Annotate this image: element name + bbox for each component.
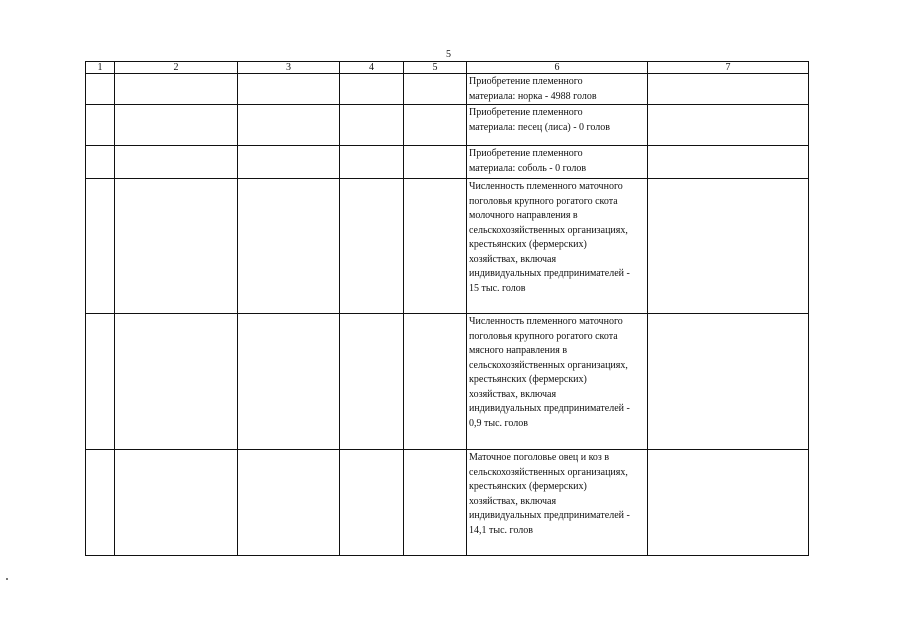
column-header: 4 [340, 62, 404, 74]
indicator-text: Приобретение племенного материала: соболь - 0 голов [469, 148, 587, 174]
table-cell [340, 105, 404, 146]
table-cell [238, 146, 340, 179]
table-cell [86, 74, 115, 105]
table-cell [238, 450, 340, 556]
table-cell [404, 314, 467, 450]
table-row [86, 450, 809, 556]
table-cell [467, 74, 648, 105]
table-row [86, 179, 809, 314]
table-cell [404, 105, 467, 146]
indicator-text: Численность племенного маточного поголовья крупного рогатого скота мясного направления в сельскохозяйственных организациях, крестьянских (фермерских) хозяйствах, включая индивидуальных предпринимателей - 0,9 тыс. голов [469, 316, 630, 429]
table-cell [467, 314, 648, 450]
table-cell [648, 146, 809, 179]
table-cell [467, 450, 648, 556]
table-cell [115, 450, 238, 556]
table-row [86, 105, 809, 146]
table-cell [115, 314, 238, 450]
table-cell [648, 450, 809, 556]
page-number: 5 [446, 49, 451, 60]
table-cell [467, 105, 648, 146]
indicator-text: Маточное поголовье овец и коз в сельскохозяйственных организациях, крестьянских (фермерских) хозяйствах, включая индивидуальных предпринимателей - 14,1 тыс. голов [469, 452, 630, 536]
table-cell [86, 179, 115, 314]
table-cell [86, 314, 115, 450]
indicator-text: Приобретение племенного материала: норка - 4988 голов [469, 76, 597, 102]
table-cell [115, 179, 238, 314]
table-cell [340, 450, 404, 556]
table-cell [467, 179, 648, 314]
table-cell [340, 179, 404, 314]
indicator-text: Приобретение племенного материала: песец (лиса) - 0 голов [469, 107, 610, 133]
table-header-row [86, 62, 809, 74]
table-cell [340, 314, 404, 450]
table-cell [648, 74, 809, 105]
table-row [86, 74, 809, 105]
table-cell [467, 146, 648, 179]
column-header: 1 [86, 62, 115, 74]
table-cell [238, 314, 340, 450]
table-cell [404, 450, 467, 556]
table-cell [340, 74, 404, 105]
table-cell [340, 146, 404, 179]
table-cell [648, 314, 809, 450]
column-header: 7 [648, 62, 809, 74]
table-cell [238, 179, 340, 314]
column-header: 3 [238, 62, 340, 74]
indicator-text: Численность племенного маточного поголовья крупного рогатого скота молочного направления в сельскохозяйственных организациях, крестьянских (фермерских) хозяйствах, включая индивидуальных предпринимателей - 15 тыс. голов [469, 181, 630, 294]
table-cell [404, 74, 467, 105]
table-cell [238, 74, 340, 105]
table-cell [404, 179, 467, 314]
table-cell [115, 146, 238, 179]
table-cell [404, 146, 467, 179]
table-row [86, 314, 809, 450]
table-cell [648, 179, 809, 314]
table-cell [86, 450, 115, 556]
table-cell [86, 105, 115, 146]
table-cell [115, 74, 238, 105]
data-table [85, 61, 809, 556]
table-cell [238, 105, 340, 146]
scan-speck [6, 578, 8, 580]
table-row [86, 146, 809, 179]
table-cell [648, 105, 809, 146]
table-cell [86, 146, 115, 179]
column-header: 6 [467, 62, 648, 74]
table-cell [115, 105, 238, 146]
column-header: 5 [404, 62, 467, 74]
column-header: 2 [115, 62, 238, 74]
